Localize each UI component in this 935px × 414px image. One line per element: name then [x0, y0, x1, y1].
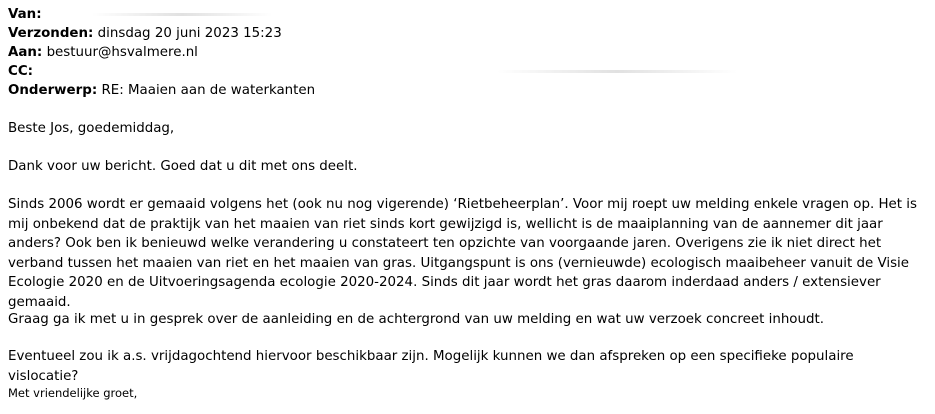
- closing: Met vriendelijke groet,: [8, 386, 138, 400]
- greeting: Beste Jos, goedemiddag,: [8, 121, 175, 136]
- paragraph-availability: Eventueel zou ik a.s. vrijdagochtend hiervoor beschikbaar zijn. Mogelijk kunnen we dan afspreken op een specifieke populaire vislocatie?: [8, 349, 854, 384]
- subject-value: RE: Maaien aan de waterkanten: [101, 83, 316, 98]
- cc-row: [8, 62, 737, 81]
- to-label: Aan:: [8, 45, 43, 60]
- sent-label: Verzonden:: [8, 26, 94, 41]
- redacted-cc: [497, 70, 737, 73]
- from-row: [8, 5, 272, 24]
- cc-label: CC:: [8, 64, 34, 79]
- subject-label: Onderwerp:: [8, 83, 98, 98]
- sent-value: dinsdag 20 juni 2023 15:23: [97, 26, 282, 41]
- redacted-sender: [92, 13, 272, 16]
- paragraph-main: Sinds 2006 wordt er gemaaid volgens het (ook nu nog vigerende) ‘Rietbeheerplan’. Voor mij roept uw melding enkele vragen op. Het is mij onbekend dat de praktijk van het maaien van riet sinds kort gewijzigd is, wellicht is de maaiplanning van de aannemer dit jaar anders? Ook ben ik benieuwd welke verandering u constateert ten opzichte van voorgaande jaren. Overigens zie ik niet direct het verband tussen het maaien van riet en het maaien van gras. Uitgangspunt is ons (vernieuwde) ecologisch maaibeheer vanuit de Visie Ecologie 2020 en de Uitvoeringsagenda ecologie 2020-2024. Sinds dit jaar wordt het gras daarom inderdaad anders / extensiever gemaaid.: [8, 197, 917, 310]
- to-row: [8, 43, 198, 62]
- subject-row: [8, 81, 315, 100]
- paragraph-thanks: Dank voor uw bericht. Goed dat u dit met ons deelt.: [8, 159, 358, 174]
- from-label: Van:: [8, 7, 42, 22]
- paragraph-conversation: Graag ga ik met u in gesprek over de aanleiding en de achtergrond van uw melding en wat uw verzoek concreet inhoudt.: [8, 312, 824, 327]
- to-value[interactable]: bestuur@hsvalmere.nl: [46, 45, 198, 60]
- sent-row: [8, 24, 282, 43]
